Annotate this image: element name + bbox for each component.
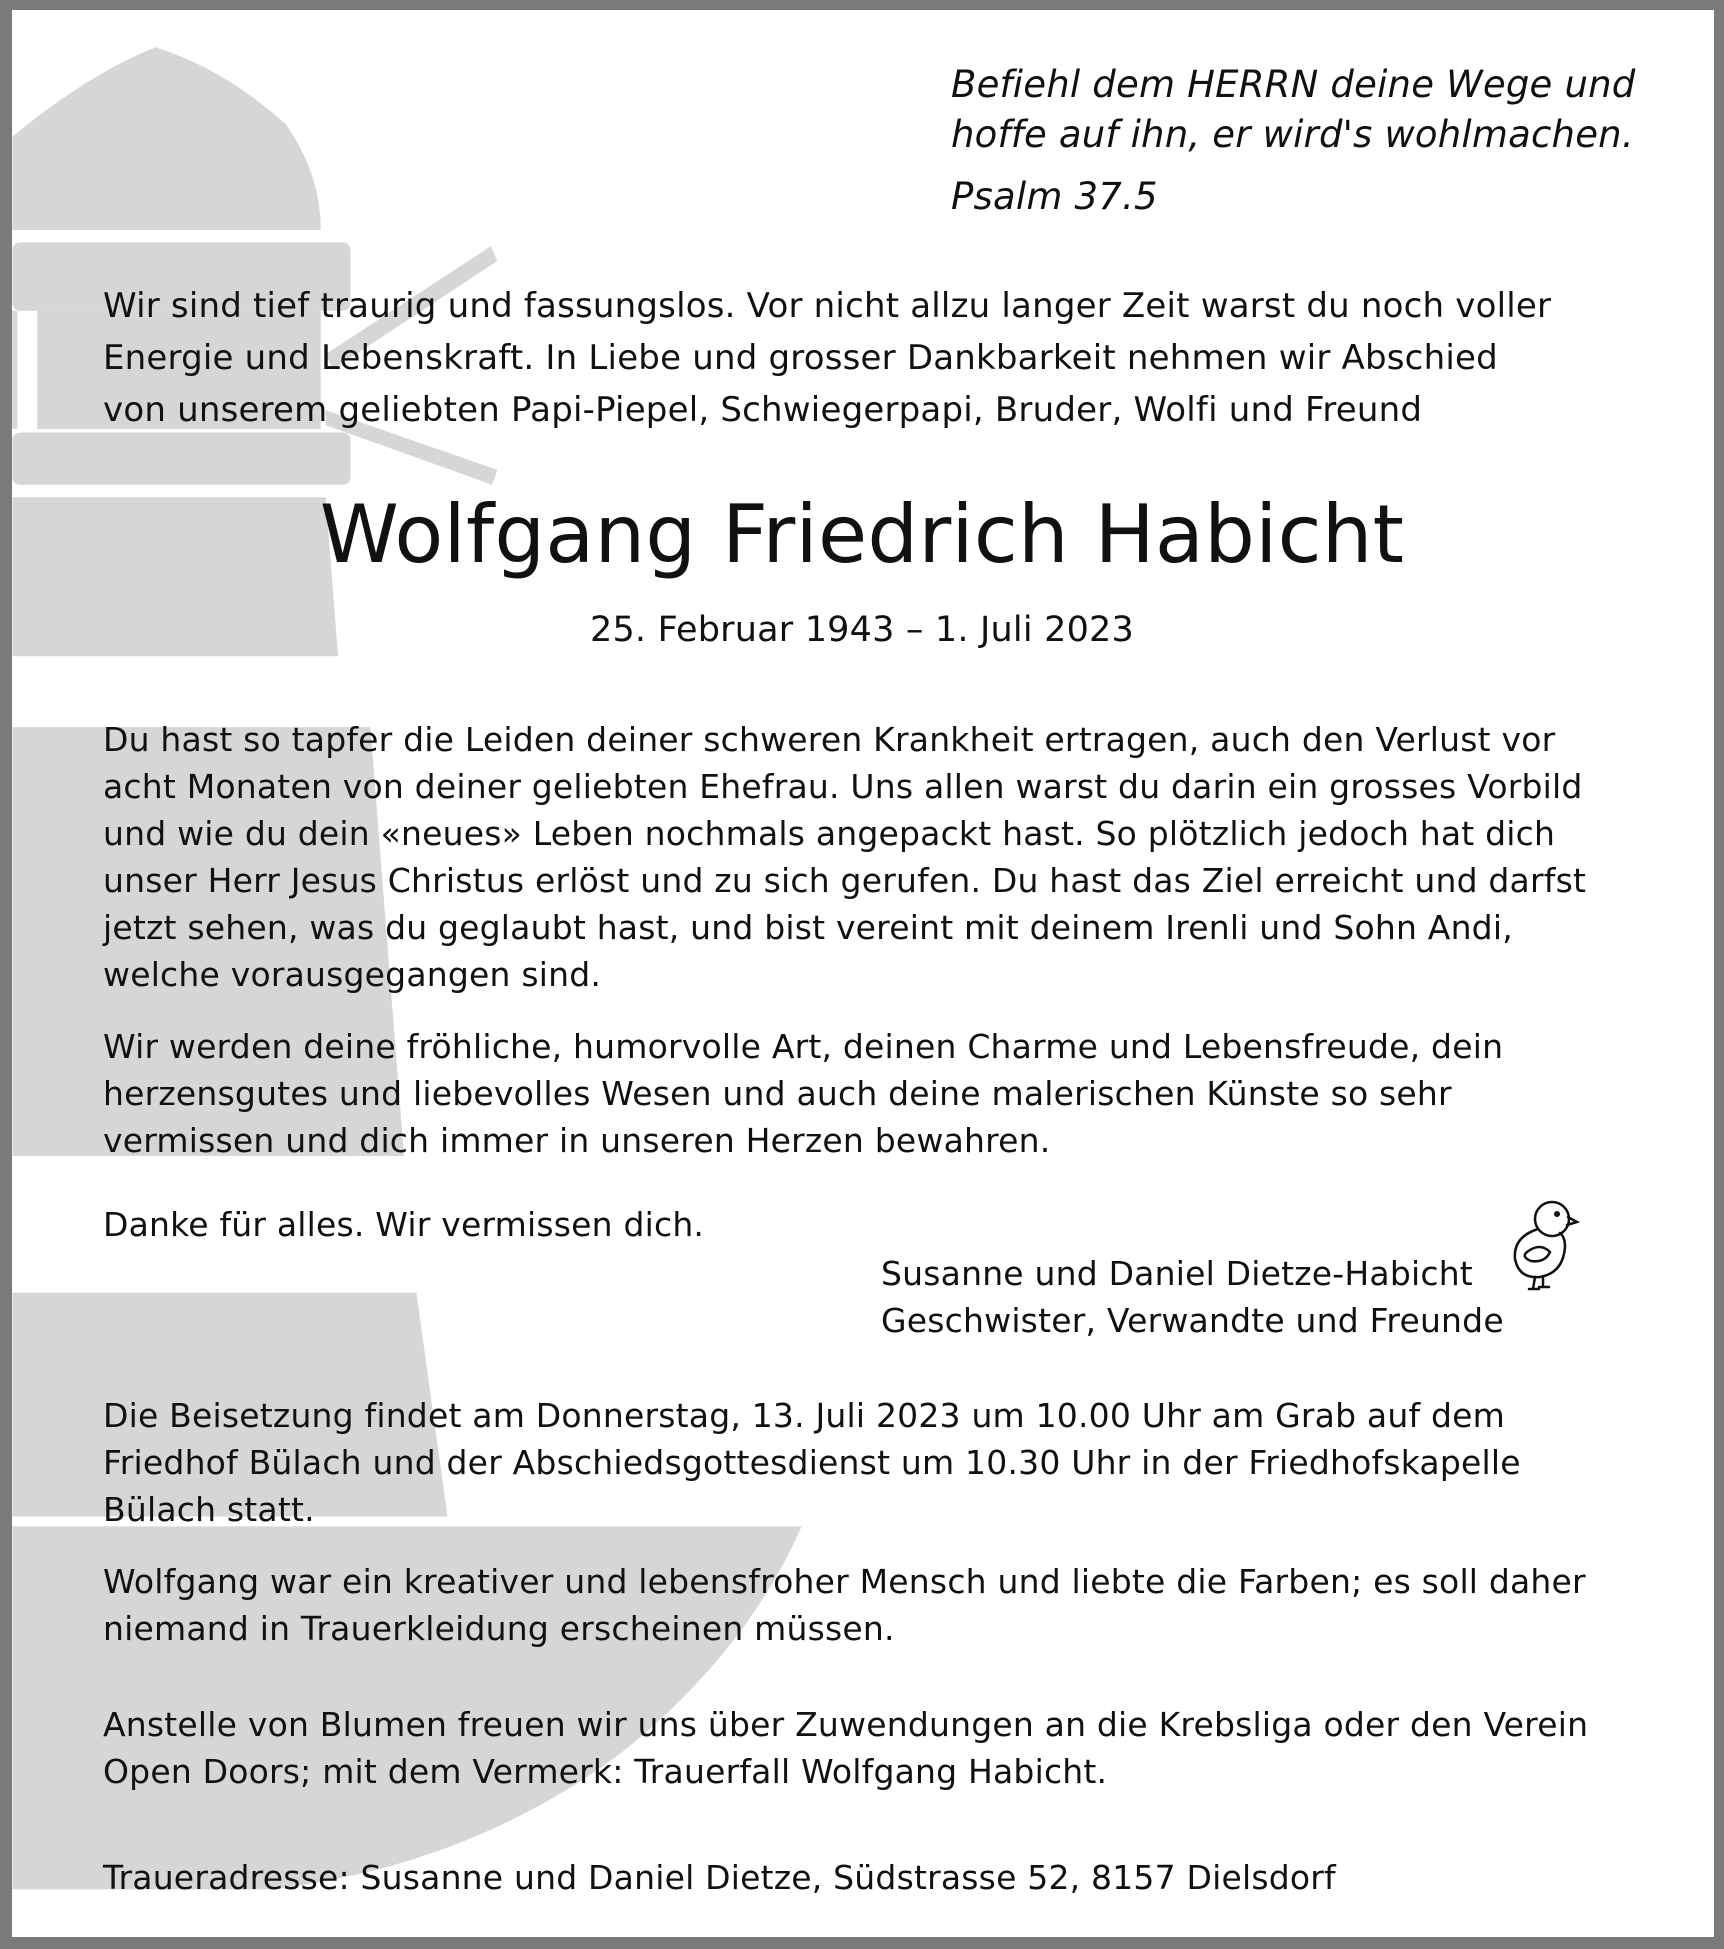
text-line: Bülach statt. xyxy=(103,1490,315,1529)
donations-paragraph xyxy=(103,1701,1588,1795)
obituary-page xyxy=(12,10,1714,1937)
text-line: niemand in Trauerkleidung erscheinen müssen. xyxy=(103,1609,895,1648)
funeral-paragraph xyxy=(103,1392,1521,1533)
intro-paragraph xyxy=(103,280,1551,436)
text-line: Wir werden deine fröhliche, humorvolle Art, deinen Charme und Lebensfreude, dein xyxy=(103,1027,1504,1066)
text-line: vermissen und dich immer in unseren Herzen bewahren. xyxy=(103,1121,1051,1160)
text-line: Energie und Lebenskraft. In Liebe und grosser Dankbarkeit nehmen wir Abschied xyxy=(103,338,1498,378)
text-line: Du hast so tapfer die Leiden deiner schweren Krankheit ertragen, auch den Verlust vor xyxy=(103,720,1556,759)
signature-line: Geschwister, Verwandte und Freunde xyxy=(881,1301,1504,1340)
text-line: Wolfgang war ein kreativer und lebensfroher Mensch und liebte die Farben; es soll daher xyxy=(103,1562,1586,1601)
dress-code-paragraph xyxy=(103,1558,1586,1652)
quote-source: Psalm 37.5 xyxy=(951,175,1158,218)
text-line: Wir sind tief traurig und fassungslos. Vor nicht allzu langer Zeit warst du noch voller xyxy=(103,286,1552,326)
text-line: unser Herr Jesus Christus erlöst und zu sich gerufen. Du hast das Ziel erreicht und darfst xyxy=(103,861,1587,900)
text-line: Friedhof Bülach und der Abschiedsgottesdienst um 10.30 Uhr in der Friedhofskapelle xyxy=(103,1443,1521,1482)
chick-icon xyxy=(1505,1197,1580,1292)
lighthouse-dome xyxy=(12,47,320,230)
life-dates: 25. Februar 1943 – 1. Juli 2023 xyxy=(590,610,1134,650)
text-line: und wie du dein «neues» Leben nochmals angepackt hast. So plötzlich jedoch hat dich xyxy=(103,814,1556,853)
text-line: Anstelle von Blumen freuen wir uns über Zuwendungen an die Krebsliga oder den Verein xyxy=(103,1705,1589,1744)
signature-line: Susanne und Daniel Dietze-Habicht xyxy=(881,1254,1473,1293)
thanks-line: Danke für alles. Wir vermissen dich. xyxy=(103,1205,705,1244)
memory-paragraph xyxy=(103,1023,1503,1164)
text-line: Die Beisetzung findet am Donnerstag, 13. Juli 2023 um 10.00 Uhr am Grab auf dem xyxy=(103,1396,1505,1435)
quote-line: hoffe auf ihn, er wird's wohlmachen. xyxy=(951,113,1634,156)
mourning-address: Traueradresse: Susanne und Daniel Dietze, Südstrasse 52, 8157 Dielsdorf xyxy=(103,1858,1336,1897)
text-line: welche vorausgegangen sind. xyxy=(103,955,602,994)
text-line: jetzt sehen, was du geglaubt hast, und bist vereint mit deinem Irenli und Sohn Andi, xyxy=(103,908,1513,947)
deceased-name: Wolfgang Friedrich Habicht xyxy=(319,488,1405,581)
quote-line: Befiehl dem HERRN deine Wege und xyxy=(951,63,1636,106)
text-line: von unserem geliebten Papi-Piepel, Schwiegerpapi, Bruder, Wolfi und Freund xyxy=(103,390,1423,430)
lighthouse-band xyxy=(12,433,350,485)
bible-quote xyxy=(951,60,1635,222)
tribute-paragraph xyxy=(103,716,1586,998)
signature xyxy=(881,1250,1504,1344)
text-line: Open Doors; mit dem Vermerk: Trauerfall Wolfgang Habicht. xyxy=(103,1752,1108,1791)
text-line: herzensgutes und liebevolles Wesen und auch deine malerischen Künste so sehr xyxy=(103,1074,1452,1113)
text-line: acht Monaten von deiner geliebten Ehefrau. Uns allen warst du darin ein grosses Vorbild xyxy=(103,767,1583,806)
